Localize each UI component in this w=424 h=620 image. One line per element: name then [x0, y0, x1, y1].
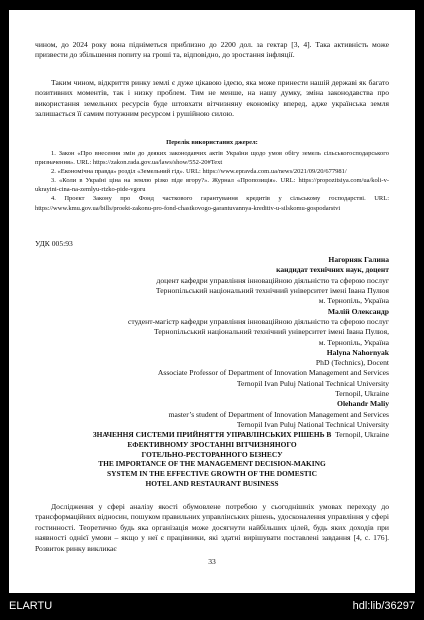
author-degree: кандидат технiчних наук, доцент [276, 265, 389, 275]
reference-item: 2. «Економiчна правда» роздiл «Земельний гiд». URL: https://www.epravda.com.ua/news/2021/09/20/677981/ [51, 168, 347, 176]
author-institution: Тернопiльський нацiональний технiчний унiверситет iменi Iвана Пулюя [155, 285, 389, 295]
author-name: Нагорняк Галина [328, 255, 389, 264]
udc-code: УДК 005:93 [35, 239, 73, 248]
author-position: master’s student of Department of Innovation Management and Services [168, 409, 389, 419]
title-line: THE IMPORTANCE OF THE MANAGEMENT DECISION-MAKING [98, 459, 326, 469]
author-position: доцент кафедри управлiння iнновацiйною дiяльнiстю та сферою послуг [156, 275, 389, 285]
author-location: м. Тернопiль, Україна [318, 337, 389, 347]
author-degree: PhD (Technics), Docent [315, 358, 389, 368]
title-line: ЗНАЧЕННЯ СИСТЕМИ ПРИЙНЯТТЯ УПРАВЛIНСЬКИХ РIШЕНЬ В [92, 430, 332, 439]
reference-item: 3. «Коли в Українi цiна на землю рiзко пiде вгору?». Журнал «Пропозицiя». URL: https://propozitsiya.com/ua/koli-v-ukrayini-cina-na-zemlyu-rizko-pide-vgoru [35, 177, 389, 194]
conclusion-paragraph: Таким чином, вiдкриття ринку землi є дуже цiкавою iдеєю, яка може принести нашiй державi як багато позитивних моментiв, так i низку проблем. Тим не менше, на нашу думку, змiна законодавства про використання земельних ресурсiв буде штовхати вiтчизняну економiку вперед, адже українська земля залишається її самим потужним ресурсом i рушiйною силою. [35, 78, 389, 119]
title-line: ГОТЕЛЬНО-РЕСТОРАННОГО БIЗНЕСУ [141, 449, 283, 459]
viewer-footer-bar [0, 594, 424, 620]
author-location: Ternopil, Ukraine [335, 389, 389, 399]
author-name: Малiй Олександр [327, 306, 389, 316]
references-heading: Перелiк використаних джерел: [166, 139, 258, 146]
body-paragraph: Дослiдження у сферi аналiзу якостi обумовлене потребою у сьогоднiшнiх умовах переходу до трансформацiйних вiдносин, пошуком правильних управлiнських рiшень, удосконалення управлiння у сферi гостинностi. Теоретично будь яка органiзацiя може досягнути найбiльших цiлей, будь яких доходiв при наявностi однiєї умови – якщо у неї є працiвники, якi здатнi вирiшувати поставленi завдання [4, с. 176]. Розвиток ринку викликає [35, 502, 389, 553]
references-list [35, 149, 389, 213]
handle-label: hdl:lib/36297 [352, 600, 415, 612]
article-title [35, 430, 389, 489]
page-number: 33 [208, 557, 216, 566]
reference-item: 4. Проект Закону про Фонд часткового гарантування кредитiв у сiльському господарствi. URL: https://www.kmu.gov.ua/bills/proekt-zakonu-pro-fond-chastkovogo-garantuvannya-kreditiv-u-silskomu-gospodarstvi [35, 195, 389, 212]
author-location: Ternopil, Ukraine [335, 430, 389, 440]
repository-label: ELARTU [9, 600, 53, 612]
author-block [35, 255, 389, 441]
author-institution: Ternopil Ivan Puluj National Technical University [236, 378, 389, 388]
author-institution: Тернопiльський нацiональний технiчний унiверситет iменi Iвана Пулюя, [154, 327, 389, 337]
author-name: Olehandr Maliy [337, 399, 389, 409]
author-name: Halyna Nahornyak [326, 347, 389, 357]
reference-item: 1. Закон «Про внесення змiн до деяких законодавчих актiв України щодо умов обiгу земель сiльськогосподарського призначення». URL: https://zakon.rada.gov.ua/laws/show/552-20#Text [35, 150, 389, 167]
title-line: SYSTEM IN THE EFFECTIVE GROWTH OF THE DOMESTIC [107, 469, 317, 479]
author-location: м. Тернопiль, Україна [318, 296, 389, 306]
title-line: HOTEL AND RESTAURANT BUSINESS [145, 478, 279, 488]
intro-paragraph: чином, до 2024 року вона підніметься приблизно до 2200 дол. за гектар [3, 4]. Така активність може призвести до збільшення попиту на грошi та, вiдповiдно, до зростання iнфляції. [35, 40, 389, 60]
document-page [8, 9, 416, 594]
author-institution: Ternopil Ivan Puluj National Technical University [236, 420, 389, 429]
author-position: Associate Professor of Department of Innovation Management and Services [157, 368, 389, 378]
title-line: ЕФЕКТИВНОМУ ЗРОСТАННI ВIТЧИЗНЯНОГО [127, 439, 297, 449]
author-position: студент-магiстр кафедри управлiння iнновацiйною дiяльнiстю та сферою послуг [127, 316, 389, 326]
